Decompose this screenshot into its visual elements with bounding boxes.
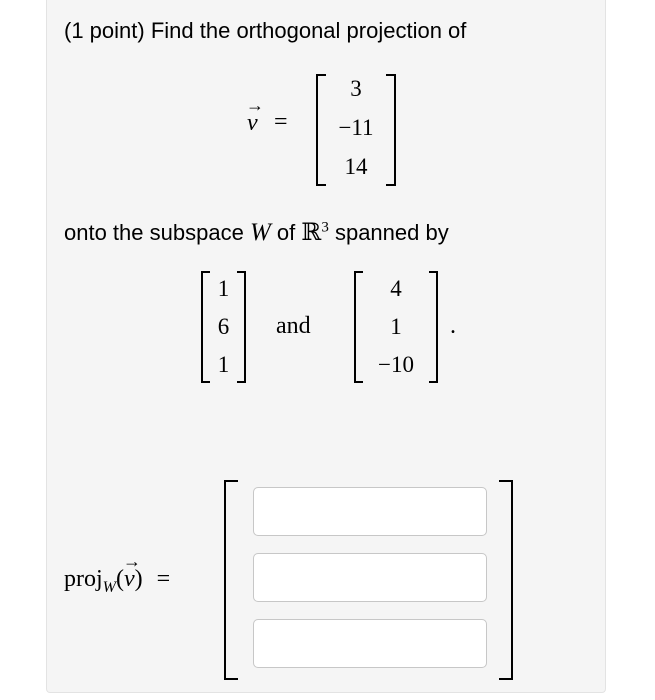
proj-equals: = — [156, 566, 171, 592]
basis2-entry-3: −10 — [378, 352, 414, 377]
proj-arg-letter: v — [124, 566, 135, 592]
vector-arrow-icon: → — [246, 95, 264, 115]
real-space-exponent: 3 — [321, 219, 329, 236]
onto-text: onto the subspace — [64, 220, 244, 245]
problem-prompt — [64, 18, 466, 44]
answer-input-3[interactable] — [253, 619, 487, 668]
proj-open-paren: ( — [116, 566, 124, 592]
spanned-text: spanned by — [334, 220, 449, 245]
instruction-text: Find the orthogonal projection of — [150, 18, 467, 43]
points-label: (1 point) — [64, 18, 145, 43]
subspace-sentence — [64, 218, 449, 247]
basis2-right-bracket — [429, 271, 438, 383]
vector-v-entry-3: 14 — [344, 154, 368, 179]
vector-v-entry-1: 3 — [350, 76, 362, 101]
proj-close-paren: ) — [134, 566, 143, 592]
basis1-entry-2: 6 — [217, 314, 230, 339]
sentence-period: . — [450, 313, 456, 339]
answer-left-bracket — [224, 480, 238, 680]
basis2-left-bracket — [354, 271, 363, 383]
basis1-right-bracket — [237, 271, 246, 383]
proj-subscript: W — [102, 578, 116, 596]
basis1-entry-1: 1 — [217, 276, 230, 301]
proj-text: proj — [64, 566, 103, 592]
vector-v-left-bracket — [316, 74, 326, 186]
vector-v-letter: v — [247, 110, 258, 136]
basis1-left-bracket — [201, 271, 210, 383]
vector-v-entry-2: −11 — [338, 115, 374, 140]
vector-v-symbol — [246, 95, 264, 137]
basis1-entry-3: 1 — [217, 352, 230, 377]
vector-v-equals: = — [274, 109, 288, 135]
of-text: of — [276, 220, 296, 245]
and-text: and — [276, 313, 311, 339]
real-space-symbol: ℝ — [301, 220, 322, 246]
subspace-w-symbol: W — [249, 219, 271, 246]
projection-label — [64, 551, 171, 597]
answer-input-1[interactable] — [253, 487, 487, 536]
answer-right-bracket — [499, 480, 513, 680]
answer-input-2[interactable] — [253, 553, 487, 602]
basis2-entry-1: 4 — [390, 276, 402, 301]
basis2-entry-2: 1 — [390, 314, 402, 339]
proj-arg-arrow-icon: → — [123, 551, 141, 571]
vector-v-right-bracket — [386, 74, 396, 186]
